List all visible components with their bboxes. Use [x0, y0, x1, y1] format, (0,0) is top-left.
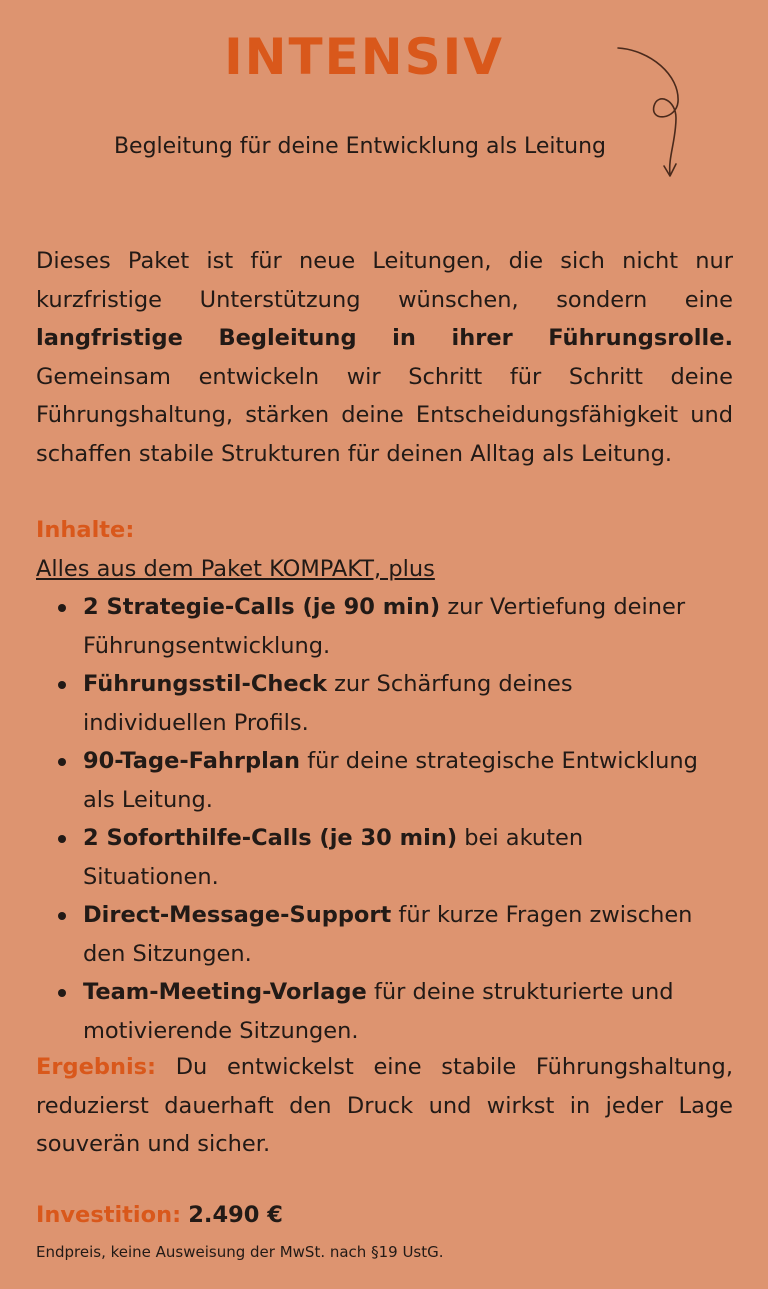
contents-section: [36, 511, 733, 1050]
list-item: [36, 819, 703, 896]
list-item-text: zur Schärfung deines individuellen Profils.: [83, 671, 573, 736]
list-item-bold: 90-Tage-Fahrplan: [83, 748, 301, 774]
result-paragraph: [36, 1048, 733, 1164]
list-item-text: für deine strukturierte und motivierende Sitzungen.: [83, 979, 674, 1044]
price-line: [36, 1202, 283, 1228]
result-text: Du entwickelst eine stabile Führungshaltung, reduzierst dauerhaft den Druck und wirkst in jeder Lage souverän und sicher.: [36, 1054, 733, 1157]
intro-bold: langfristige Begleitung in ihrer Führungsrolle.: [36, 325, 733, 351]
price-label: Investition:: [36, 1202, 182, 1228]
intro-paragraph: [36, 242, 733, 473]
list-item: [36, 896, 703, 973]
contents-list: [36, 588, 733, 1050]
list-item: [36, 588, 703, 665]
price-note: Endpreis, keine Ausweisung der MwSt. nach §19 UstG.: [36, 1243, 444, 1261]
curly-arrow-down-icon: [610, 40, 700, 180]
package-title: INTENSIV: [224, 28, 504, 86]
list-item-text: für kurze Fragen zwischen den Sitzungen.: [83, 902, 693, 967]
result-label: Ergebnis:: [36, 1054, 157, 1080]
list-item-bold: 2 Strategie-Calls (je 90 min): [83, 594, 441, 620]
list-item-text: bei akuten Situationen.: [83, 825, 584, 890]
package-subtitle: Begleitung für deine Entwicklung als Leitung: [113, 134, 607, 159]
list-item-text: für deine strategische Entwicklung als Leitung.: [83, 748, 698, 813]
list-item-bold: Team-Meeting-Vorlage: [83, 979, 367, 1005]
list-item: [36, 665, 703, 742]
list-item: [36, 973, 703, 1050]
list-item-bold: Direct-Message-Support: [83, 902, 392, 928]
list-item-bold: 2 Soforthilfe-Calls (je 30 min): [83, 825, 458, 851]
list-item-bold: Führungsstil-Check: [83, 671, 327, 697]
list-item: [36, 742, 703, 819]
contents-lead: Alles aus dem Paket KOMPAKT, plus: [36, 555, 435, 582]
contents-label: Inhalte:: [36, 517, 135, 543]
price-value: 2.490 €: [188, 1202, 283, 1228]
intro-text-start: Dieses Paket ist für neue Leitungen, die sich nicht nur kurzfristige Unterstützung wünschen, sondern eine: [36, 248, 733, 313]
list-item-text: zur Vertiefung deiner Führungsentwicklung.: [83, 594, 686, 659]
intro-text-end: Gemeinsam entwickeln wir Schritt für Schritt deine Führungshaltung, stärken deine Entscheidungsfähigkeit und schaffen stabile Strukturen für deinen Alltag als Leitung.: [36, 363, 733, 467]
